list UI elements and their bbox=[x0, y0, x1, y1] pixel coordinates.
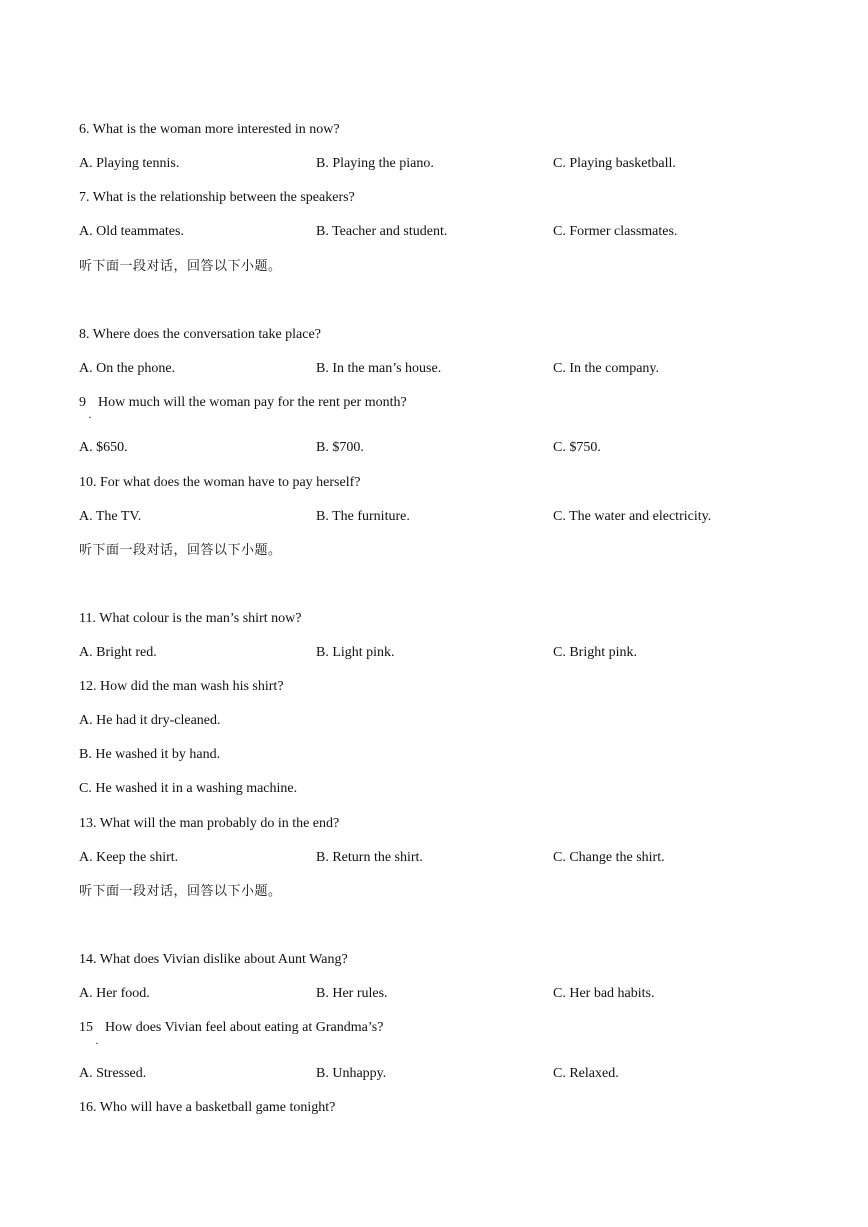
section-instruction: 听下面一段对话，回答以下小题。 bbox=[79, 259, 282, 274]
section-instruction: 听下面一段对话，回答以下小题。 bbox=[79, 543, 282, 558]
q6-option-a: A. Playing tennis. bbox=[79, 156, 180, 171]
question-6: 6. What is the woman more interested in now? bbox=[79, 122, 340, 137]
question-13: 13. What will the man probably do in the end? bbox=[79, 816, 340, 831]
q7-option-b: B. Teacher and student. bbox=[316, 224, 448, 239]
question-14: 14. What does Vivian dislike about Aunt Wang? bbox=[79, 952, 348, 967]
q9-option-c: C. $750. bbox=[553, 440, 601, 455]
q14-option-a: A. Her food. bbox=[79, 986, 150, 1001]
q10-option-a: A. The TV. bbox=[79, 509, 142, 524]
question-15: How does Vivian feel about eating at Grandma’s? bbox=[105, 1020, 384, 1035]
question-10: 10. For what does the woman have to pay herself? bbox=[79, 475, 361, 490]
q14-option-b: B. Her rules. bbox=[316, 986, 388, 1001]
q9-option-a: A. $650. bbox=[79, 440, 128, 455]
q13-option-a: A. Keep the shirt. bbox=[79, 850, 179, 865]
q15-option-a: A. Stressed. bbox=[79, 1066, 147, 1081]
q14-option-c: C. Her bad habits. bbox=[553, 986, 655, 1001]
q6-option-c: C. Playing basketball. bbox=[553, 156, 676, 171]
q12-option-b: B. He washed it by hand. bbox=[79, 747, 221, 762]
q13-option-b: B. Return the shirt. bbox=[316, 850, 423, 865]
question-16: 16. Who will have a basketball game tonight? bbox=[79, 1100, 336, 1115]
question-8: 8. Where does the conversation take place? bbox=[79, 327, 321, 342]
q10-option-c: C. The water and electricity. bbox=[553, 509, 712, 524]
q11-option-a: A. Bright red. bbox=[79, 645, 157, 660]
q12-option-a: A. He had it dry-cleaned. bbox=[79, 713, 221, 728]
q7-option-c: C. Former classmates. bbox=[553, 224, 678, 239]
q8-option-b: B. In the man’s house. bbox=[316, 361, 442, 376]
q13-option-c: C. Change the shirt. bbox=[553, 850, 665, 865]
stray-dot: · bbox=[88, 410, 92, 424]
question-15-number: 15 bbox=[79, 1020, 93, 1035]
q15-option-b: B. Unhappy. bbox=[316, 1066, 387, 1081]
q8-option-a: A. On the phone. bbox=[79, 361, 176, 376]
question-9-number: 9 bbox=[79, 395, 86, 410]
q11-option-b: B. Light pink. bbox=[316, 645, 395, 660]
q7-option-a: A. Old teammates. bbox=[79, 224, 184, 239]
question-11: 11. What colour is the man’s shirt now? bbox=[79, 611, 302, 626]
q11-option-c: C. Bright pink. bbox=[553, 645, 638, 660]
question-7: 7. What is the relationship between the speakers? bbox=[79, 190, 355, 205]
stray-dot: · bbox=[95, 1036, 99, 1050]
q15-option-c: C. Relaxed. bbox=[553, 1066, 619, 1081]
section-instruction: 听下面一段对话，回答以下小题。 bbox=[79, 884, 282, 899]
q6-option-b: B. Playing the piano. bbox=[316, 156, 434, 171]
q10-option-b: B. The furniture. bbox=[316, 509, 410, 524]
question-9: How much will the woman pay for the rent per month? bbox=[98, 395, 407, 410]
q8-option-c: C. In the company. bbox=[553, 361, 660, 376]
question-12: 12. How did the man wash his shirt? bbox=[79, 679, 284, 694]
q9-option-b: B. $700. bbox=[316, 440, 364, 455]
q12-option-c: C. He washed it in a washing machine. bbox=[79, 781, 298, 796]
